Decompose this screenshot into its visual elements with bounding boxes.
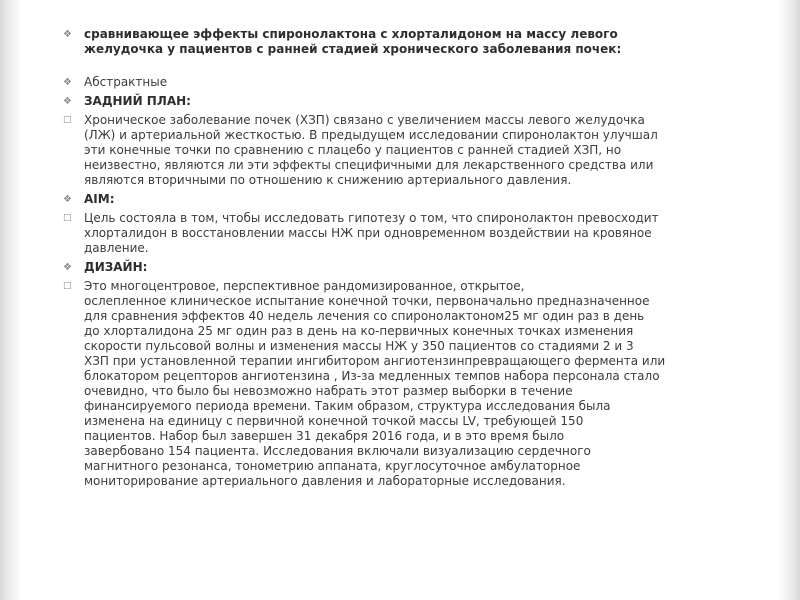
square-bullet-icon: □ <box>63 115 72 125</box>
square-bullet-icon: □ <box>63 281 72 291</box>
diamond-bullet-icon: ❖ <box>63 262 72 273</box>
background-heading-item <box>62 94 762 109</box>
slide-left-edge <box>0 0 22 600</box>
slide-title: сравнивающее эффекты спиронолактона с хлорталидоном на массу левого желудочка у пациентов с ранней стадией хронического заболевания почек: <box>84 27 622 56</box>
diamond-bullet-icon: ❖ <box>63 96 72 107</box>
background-text: Хроническое заболевание почек (ХЗП) связано с увеличением массы левого желудочка (ЛЖ) и артериальной жесткостью. В предыдущем исследовании спиронолактон улучшал эти конечные точки по сравнению с плацебо у пациентов с ранней стадией ХЗП, но неизвестно, являются ли эти эффекты специфичными для лекарственного средства или являются вторичными по отношению к снижению артериального давления. <box>84 113 658 187</box>
design-heading: ДИЗАЙН: <box>84 260 148 274</box>
design-heading-item <box>62 260 762 275</box>
aim-heading: AIM: <box>84 192 115 206</box>
background-heading: ЗАДНИЙ ПЛАН: <box>84 94 191 108</box>
aim-text-item <box>62 211 762 256</box>
diamond-bullet-icon: ❖ <box>63 29 72 40</box>
title-item <box>62 27 762 57</box>
design-text-item <box>62 279 762 489</box>
aim-heading-item <box>62 192 762 207</box>
square-bullet-icon: □ <box>63 213 72 223</box>
background-text-item <box>62 113 762 188</box>
abstract-item <box>62 75 762 90</box>
diamond-bullet-icon: ❖ <box>63 194 72 205</box>
aim-text: Цель состояла в том, чтобы исследовать гипотезу о том, что спиронолактон превосходит хлорталидон в восстановлении массы НЖ при одновременном воздействии на кровяное давление. <box>84 211 659 255</box>
design-text: Это многоцентровое, перспективное рандомизированное, открытое, ослепленное клиническое испытание конечной точки, первоначально предназначенное для сравнения эффектов 40 недель лечения со спиронолактоном25 мг один раз в день до хлорталидона 25 мг один раз в день на ко-первичных конечных точках изменения скорости пульсовой волны и изменения массы НЖ у 350 пациентов со стадиями 2 и 3 ХЗП при установленной терапии ингибитором ангиотензинпревращающего фермента или блокатором рецепторов ангиотензина , Из-за медленных темпов набора персонала стало очевидно, что было бы невозможно набрать этот размер выборки в течение финансируемого периода времени. Таким образом, структура исследования была изменена на единицу с первичной конечной точкой массы LV, требующей 150 пациентов. Набор был завершен 31 декабря 2016 года, и в это время было завербовано 154 пациента. Исследования включали визуализацию сердечного магнитного резонанса, тонометрию аппаната, круглосуточное амбулаторное мониторирование артериального давления и лабораторные исследования. <box>84 279 666 488</box>
slide-right-edge <box>778 0 800 600</box>
diamond-bullet-icon: ❖ <box>63 77 72 88</box>
slide-content <box>62 27 762 489</box>
abstract-label: Абстрактные <box>84 75 168 89</box>
